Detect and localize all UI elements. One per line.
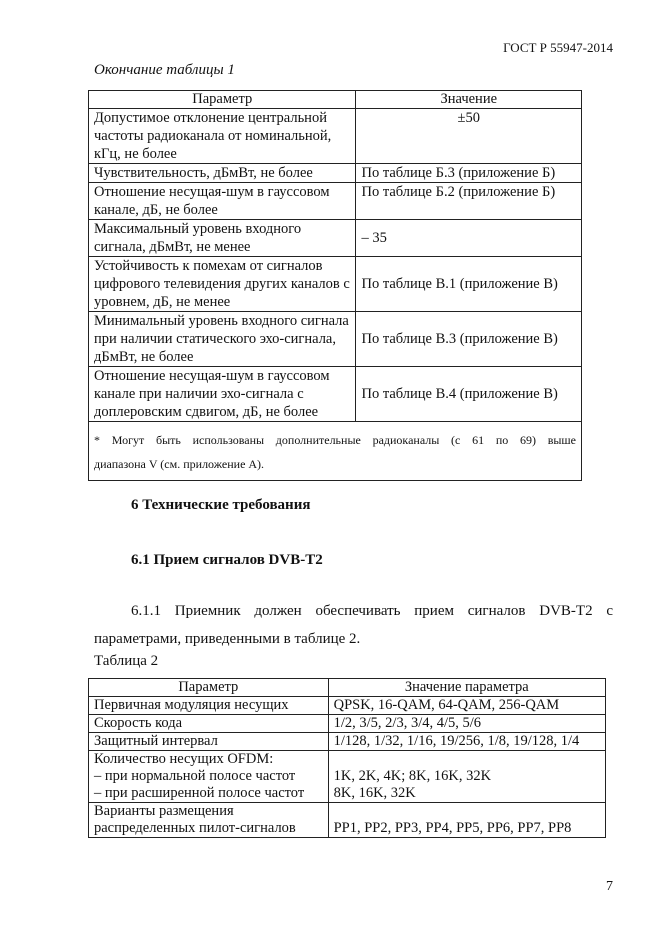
ofdm-param-line-2: – при нормальной полосе частот (94, 768, 296, 784)
ofdm-param-line-1: Количество несущих OFDM: (94, 751, 274, 767)
table1-footnote-row (89, 422, 582, 481)
paragraph-6-1-1 (94, 597, 613, 653)
table1 (88, 90, 582, 481)
table2-value-cell: 1/128, 1/32, 1/16, 19/256, 1/8, 19/128, 1/4 (328, 733, 605, 751)
footnote-line-2: диапазона V (см. приложение А). (94, 457, 265, 471)
standard-header: ГОСТ Р 55947-2014 (503, 40, 613, 55)
table2-caption: Таблица 2 (94, 653, 159, 669)
paragraph-line-2: параметрами, приведенными в таблице 2. (94, 631, 361, 647)
table2 (88, 678, 606, 838)
paragraph-line-1: 6.1.1 Приемник должен обеспечивать прием сигналов DVB-T2 с (131, 603, 613, 619)
table-row (89, 109, 582, 164)
table2-value-cell: PP1, PP2, PP3, PP4, PP5, PP6, PP7, PP8 (328, 803, 605, 838)
table2-value-cell: 1/2, 3/5, 2/3, 3/4, 4/5, 5/6 (328, 715, 605, 733)
section-6-1-heading: 6.1 Прием сигналов DVB-T2 (131, 552, 323, 568)
table2-param-cell (89, 803, 329, 838)
table2-param-cell: Первичная модуляция несущих (89, 697, 329, 715)
table-row (89, 312, 582, 367)
table2-col-param: Параметр (89, 679, 329, 697)
table1-value-cell: По таблице В.4 (приложение В) (356, 367, 582, 422)
table1-value-cell: По таблице Б.2 (приложение Б) (356, 183, 582, 220)
table1-param-cell: Допустимое отклонение центральной частоты радиоканала от номинальной, кГц, не более (89, 109, 356, 164)
table1-param-cell: Максимальный уровень входного сигнала, дБмВт, не менее (89, 220, 356, 257)
pilot-param-line-2: распределенных пилот-сигналов (94, 820, 296, 836)
table2-param-cell (89, 751, 329, 803)
page-number: 7 (606, 879, 613, 894)
table2-value-cell (328, 751, 605, 803)
table1-param-cell: Отношение несущая-шум в гауссовом канале при наличии эхо-сигнала с доплеровским сдвигом, дБ, не более (89, 367, 356, 422)
table1-param-cell: Чувствительность, дБмВт, не более (89, 164, 356, 183)
table1-header-row (89, 91, 582, 109)
table-row (89, 183, 582, 220)
table1-value-cell: ±50 (356, 109, 582, 164)
table1-value-cell: По таблице Б.3 (приложение Б) (356, 164, 582, 183)
section-6-heading: 6 Технические требования (131, 497, 311, 513)
pilot-param-line-1: Варианты размещения (94, 803, 234, 819)
table1-param-cell: Отношение несущая-шум в гауссовом канале, дБ, не более (89, 183, 356, 220)
table-row (89, 715, 606, 733)
table-row (89, 697, 606, 715)
ofdm-value-line-3: 8K, 16K, 32K (333, 785, 416, 801)
table2-value-cell: QPSK, 16-QAM, 64-QAM, 256-QAM (328, 697, 605, 715)
table2-header-row (89, 679, 606, 697)
table-row (89, 220, 582, 257)
table-row (89, 803, 606, 838)
table1-col-param: Параметр (89, 91, 356, 109)
table1-value-cell: По таблице В.1 (приложение В) (356, 257, 582, 312)
table1-footnote (89, 422, 582, 481)
table1-param-cell: Устойчивость к помехам от сигналов цифрового телевидения других каналов с уровнем, дБ, не менее (89, 257, 356, 312)
table1-value-cell: – 35 (356, 220, 582, 257)
table2-col-value: Значение параметра (328, 679, 605, 697)
ofdm-param-line-3: – при расширенной полосе частот (94, 785, 305, 801)
table1-caption: Окончание таблицы 1 (94, 62, 235, 78)
table-row (89, 733, 606, 751)
table1-col-value: Значение (356, 91, 582, 109)
footnote-line-1: * Могут быть использованы дополнительные радиоканалы (с 61 по 69) выше (94, 433, 576, 447)
table2-param-cell: Защитный интервал (89, 733, 329, 751)
table-row (89, 257, 582, 312)
table-row (89, 751, 606, 803)
table-row (89, 164, 582, 183)
table1-param-cell: Минимальный уровень входного сигнала при наличии статического эхо-сигнала, дБмВт, не более (89, 312, 356, 367)
ofdm-value-line-2: 1K, 2K, 4K; 8K, 16K, 32K (333, 768, 492, 784)
table-row (89, 367, 582, 422)
table2-param-cell: Скорость кода (89, 715, 329, 733)
table1-value-cell: По таблице В.3 (приложение В) (356, 312, 582, 367)
